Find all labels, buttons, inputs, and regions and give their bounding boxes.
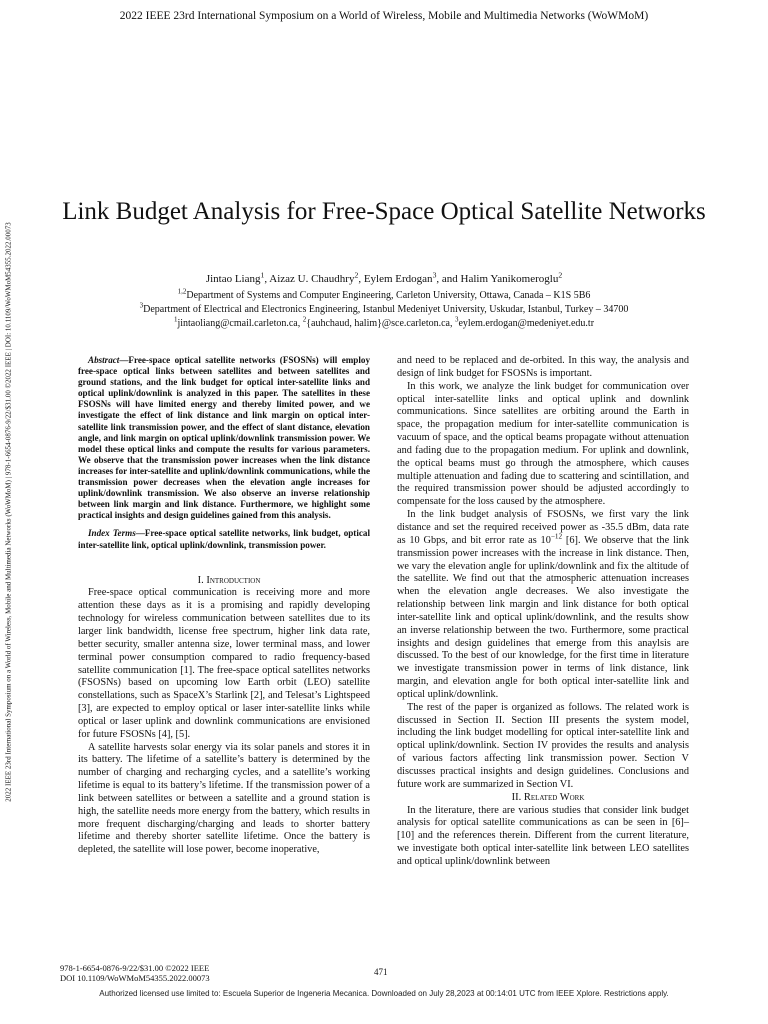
paragraph-text: [6]. We observe that the link transmission power increases with the increase in link distance. Then, we vary the elevation angle for uplink/downlink and fix the altitude of the satellite. We find out that the atmospheric attenuation increases when the elevation angle decreases. We also investigate the relationship between link margin and link distance for both optical inter-satellite link and optical uplink/downlink, and the results show an inverse relationship between the two. Furthermore, some practical insights and design guidelines that emerge from this anaylsis are discussed. To the best of our knowledge, for the first time in literature we investigate transmission power in terms of link distance, link margin, and elevation angle for both optical inter-satellite link and optical uplink/downlink.: [397, 534, 689, 700]
affiliation-1: [40, 287, 728, 301]
affiliation-mark: 1,2: [177, 287, 187, 296]
body-paragraph: In the literature, there are various studies that consider link budget analysis for optical satellite communications as can be seen in [6]–[10] and the references therein. Different from the current literature, we investigate both optical inter-satellite link between LEO satellites and optical uplink/downlink between: [397, 804, 689, 867]
index-terms: [78, 528, 370, 550]
abstract: [78, 355, 370, 521]
affiliation-2: [40, 301, 728, 315]
right-column: [397, 355, 689, 869]
author-affiliation-mark: 1: [260, 270, 265, 280]
author-separator: ,: [358, 273, 364, 285]
email-address: eylem.erdogan@medeniyet.edu.tr: [458, 318, 595, 329]
abstract-text: —Free-space optical satellite networks (FSOSNs) will employ free-space optical links between satellites and between satellites and ground stations, and the link budget for optical inter-satellite links and optical uplink/downlink is analyzed in this paper. The satellites in these FSOSNs will have limited energy and thereby limited power, and we investigate the effect of link distance and link margin on optical inter-satellite link transmission power, and the effect of slant distance, elevation angle, and link margin on optical uplink/downlink transmission power. We model these optical links and compute the results for various parameters. We observe that the transmission power increases when the link distance increases for inter-satellite and uplink/downlink communications, while the transmission power decreases when the elevation angle increases for uplink/downlink transmission. We also observe an inverse relationship between link margin and link distance. Furthermore, we highlight some practical insights and design guidelines gained from this analysis.: [78, 355, 370, 521]
index-terms-text: —Free-space optical satellite networks, link budget, optical inter-satellite link, optical uplink/downlink, transmission power.: [78, 528, 370, 550]
body-paragraph: [397, 509, 689, 702]
section-heading-related-work: II. Related Work: [511, 791, 585, 803]
email-mark: 3: [454, 315, 459, 324]
body-paragraph: Free-space optical communication is receiving more and more attention these days as it is a promising and rapidly developing technology for wireless communication between satellites due to its larger link bandwidth, license free spectrum, higher link data rate, better security, smaller antenna size, lower terminal mass, and lower terminal power consumption compared to radio frequency-based satellite communication [1]. The free-space optical satellites networks (FSOSNs) based on upcoming low Earth orbit (LEO) satellite constellations, such as SpaceX’s Starlink [2], and Telesat’s Lightspeed [3], are expected to employ optical or laser inter-satellite links while optical or laser uplink and downlink communications are envisioned for future FSOSNs [4], [5].: [78, 587, 370, 740]
author-affiliation-mark: 2: [354, 270, 359, 280]
side-identifier-strip: [0, 0, 18, 1024]
email-mark: 2: [302, 315, 307, 324]
email-address: jintaoliang@cmail.carleton.ca,: [177, 318, 303, 329]
author-affiliation-mark: 2: [558, 270, 563, 280]
email-mark: 1: [173, 315, 178, 324]
author-list: [60, 270, 708, 285]
side-identifier-text: 2022 IEEE 23rd International Symposium on a World of Wireless, Mobile and Multimedia Networks (WoWMoM) | 978-1-6654-0876-9/22/$31.00 ©2022 IEEE | DOI: 10.1109/WoWMoM54355.2022.00073: [5, 222, 13, 802]
index-terms-label: Index Terms: [88, 528, 136, 539]
body-paragraph: In this work, we analyze the link budget for communication over optical inter-satellite links and optical uplink and downlink communications. Since satellites are orbiting around the Earth in space, the propagation medium for inter-satellite communication is vacuum of space, and the optical beams propagate without attenuation and fading due to the propagation medium. For uplink and downlink, the optical beams must go through the atmosphere, which causes multiple attenuation and fading due to scattering and scintillation, and the required transmission power should be adjusted accordingly to compensate for the loss caused by the atmosphere.: [397, 380, 689, 508]
isbn-price-line: 978-1-6654-0876-9/22/$31.00 ©2022 IEEE: [60, 963, 210, 973]
affiliation-text: Department of Electrical and Electronics Engineering, Istanbul Medeniyet University, Uskudar, Istanbul, Turkey – 34700: [143, 304, 629, 315]
page-number: 471: [374, 967, 388, 977]
affiliation-text: Department of Systems and Computer Engineering, Carleton University, Ottawa, Canada – K1S 5B6: [186, 290, 591, 301]
exponent: −12: [550, 532, 563, 541]
author-separator: , and: [436, 273, 461, 285]
affiliation-mark: 3: [139, 301, 144, 310]
license-notice: Authorized licensed use limited to: Escuela Superior de Ingeneria Mecanica. Downloaded on July 28,2023 at 00:14:01 UTC from IEEE Xplore. Restrictions apply.: [99, 989, 669, 998]
author-name: Halim Yanikomeroglu: [460, 273, 559, 285]
section-heading-introduction: I. Introduction: [197, 574, 261, 586]
copyright-footer: [60, 963, 210, 983]
conference-header: 2022 IEEE 23rd International Symposium on a World of Wireless, Mobile and Multimedia Networks (WoWMoM): [119, 10, 649, 22]
paper-title: Link Budget Analysis for Free-Space Optical Satellite Networks: [62, 198, 706, 225]
body-paragraph: The rest of the paper is organized as follows. The related work is discussed in Section II. Section III presents the system model, including the link budget modelling for optical inter-satellite link and optical uplink/downlink. Section IV provides the results and analysis of various factors affecting link transmission power. Section V discusses practical insights and design guidelines. Conclusions and future work are summarized in Section VI.: [397, 701, 689, 790]
left-column: [78, 355, 370, 857]
author-affiliation-mark: 3: [432, 270, 437, 280]
body-paragraph: and need to be replaced and de-orbited. In this way, the analysis and design of link budget for FSOSNs is important.: [397, 355, 689, 379]
author-name: Eylem Erdogan: [363, 273, 433, 285]
author-name: Jintao Liang: [205, 273, 261, 285]
body-paragraph: A satellite harvests solar energy via its solar panels and stores it in its battery. The lifetime of a satellite’s battery is determined by the number of charging and recharging cycles, and a satellite’s working lifetime is equal to its battery’s lifetime. If the transmission power of a link between satellites or between a satellite and a ground station is high, the satellite needs more energy from the battery, which results in more frequent discharging/charging and leads to shorter battery lifetime and thereby shorter satellite lifetime. Once the battery is depleted, the satellite will lose power, become inoperative,: [78, 741, 370, 856]
email-address: {auhchaud, halim}@sce.carleton.ca,: [306, 318, 455, 329]
author-separator: ,: [264, 273, 270, 285]
doi-line: DOI 10.1109/WoWMoM54355.2022.00073: [60, 973, 210, 983]
paragraph-text: In the link budget analysis of FSOSNs, we first vary the link distance and set the required received power as -35.5 dBm, data rate as 10 Gbps, and bit error rate as 10: [397, 509, 689, 546]
abstract-label: Abstract: [88, 355, 120, 365]
author-name: Aizaz U. Chaudhry: [269, 273, 355, 285]
email-line: [40, 315, 728, 329]
